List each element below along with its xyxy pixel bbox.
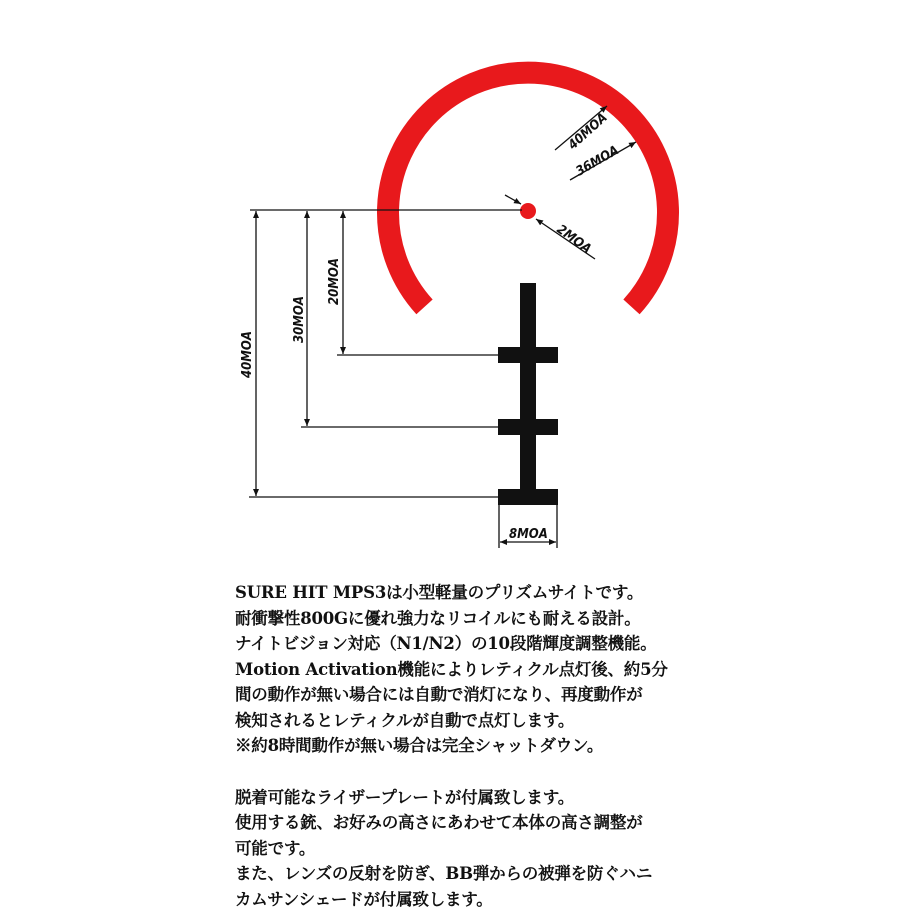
stadia-bar-20moa: [498, 347, 558, 363]
label-stadia-20moa: 20MOA: [327, 258, 342, 305]
description-line: 脱着可能なライザープレートが付属致します。: [235, 785, 835, 811]
stadia-vertical-post: [520, 283, 536, 505]
description-line: 間の動作が無い場合には自動で消灯になり、再度動作が: [235, 682, 835, 708]
description-line: 検知されるとレティクルが自動で点灯します。: [235, 708, 835, 734]
product-description: [235, 580, 835, 912]
description-line: ※約8時間動作が無い場合は完全シャットダウン。: [235, 733, 835, 759]
reticle-dot: [520, 203, 536, 219]
label-stadia-40moa: 40MOA: [240, 331, 255, 378]
description-line: 耐衝撃性800Gに優れ強力なリコイルにも耐える設計。: [235, 606, 835, 632]
label-stadia-width: 8MOA: [509, 527, 548, 542]
reticle-circle: [388, 73, 668, 307]
stadia-lines: [498, 283, 558, 505]
dim-line-dot-a: [505, 195, 521, 204]
paragraph-gap: [235, 759, 835, 785]
description-line: カムサンシェードが付属致します。: [235, 887, 835, 912]
label-outer-circle: 40MOA: [566, 110, 611, 153]
label-inner-circle: 36MOA: [574, 143, 622, 179]
label-dot: 2MOA: [554, 222, 594, 257]
stadia-bar-30moa: [498, 419, 558, 435]
description-line: 使用する銃、お好みの高さにあわせて本体の高さ調整が: [235, 810, 835, 836]
description-line: 可能です。: [235, 836, 835, 862]
label-stadia-30moa: 30MOA: [292, 296, 307, 343]
description-line: また、レンズの反射を防ぎ、BB弾からの被弾を防ぐハニ: [235, 861, 835, 887]
description-line: ナイトビジョン対応（N1/N2）の10段階輝度調整機能。: [235, 631, 835, 657]
stadia-bar-40moa: [498, 489, 558, 505]
description-line: SURE HIT MPS3は小型軽量のプリズムサイトです。: [235, 580, 835, 606]
description-line: Motion Activation機能によりレティクル点灯後、約5分: [235, 657, 835, 683]
